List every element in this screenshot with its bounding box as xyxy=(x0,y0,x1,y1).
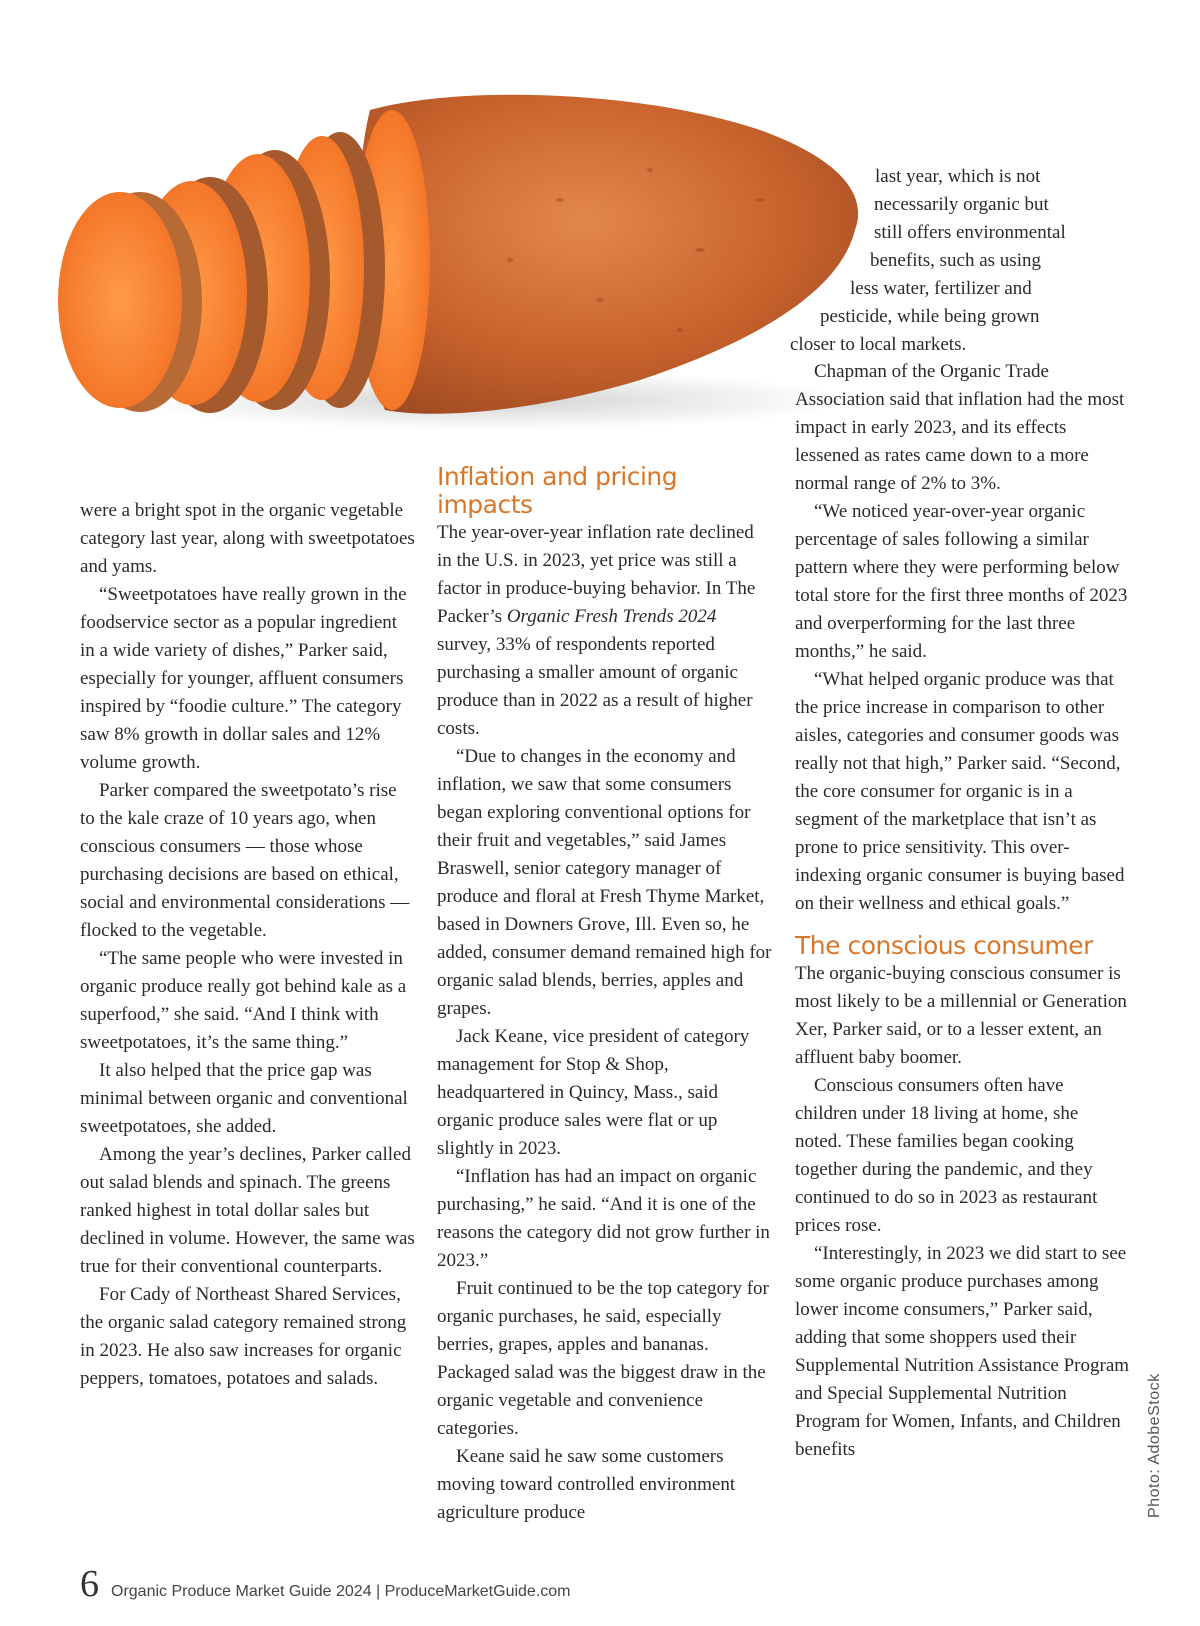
paragraph: The organic-buying conscious consumer is most likely to be a millennial or Generation Xer, Parker said, or to a lesser extent, an affluent baby boomer. xyxy=(795,963,1127,1068)
survey-title: Organic Fresh Trends 2024 xyxy=(506,606,717,627)
section-heading: Inflation and pricing impacts xyxy=(437,462,678,519)
paragraph: “Inflation has had an impact on organic purchasing,” he said. “And it is one of the reasons the category did not grow further in 2023.” xyxy=(437,1166,770,1271)
paragraph: Chapman of the Organic Trade Association said that inflation had the most impact in early 2023, and its effects lessened as rates came down to a more normal range of 2% to 3%. xyxy=(795,361,1125,494)
column-2 xyxy=(437,463,772,1527)
text-line: less water, fertilizer and xyxy=(850,278,1032,299)
footer-text: Organic Produce Market Guide 2024 | ProduceMarketGuide.com xyxy=(111,1583,571,1600)
paragraph: Jack Keane, vice president of category management for Stop & Shop, headquartered in Quincy, Mass., said organic produce sales were flat or up slightly in 2023. xyxy=(437,1026,750,1159)
column-3 xyxy=(795,932,1130,1464)
text-line: benefits, such as using xyxy=(870,250,1041,271)
potato-body xyxy=(358,95,858,414)
paragraph: “Interestingly, in 2023 we did start to see some organic produce purchases among lower income consumers,” Parker said, adding that some shoppers used their Supplemental Nutrition Assistance Program and Special Supplemental Nutrition Program for Women, Infants, and Children benefits xyxy=(795,1243,1130,1460)
paragraph-text: survey, 33% of respondents reported purchasing a smaller amount of organic produce than in 2022 as a result of higher costs. xyxy=(437,634,753,739)
paragraph: were a bright spot in the organic vegetable category last year, along with sweetpotatoes and yams. xyxy=(80,500,415,577)
text-line: necessarily organic but xyxy=(874,194,1049,215)
paragraph: “We noticed year-over-year organic percentage of sales following a similar pattern where they were performing below total store for the first three months of 2023 and overperforming for the last three months,” he said. xyxy=(795,501,1128,662)
photo-credit: Photo: AdobeStock xyxy=(1146,1373,1163,1518)
sweet-potato-photo xyxy=(40,80,870,440)
paragraph: “Due to changes in the economy and inflation, we saw that some consumers began exploring conventional options for their fruit and vegetables,” said James Braswell, senior category manager of produce and floral at Fresh Thyme Market, based in Downers Grove, Ill. Even so, he added, consumer demand remained high for organic salad blends, berries, apples and grapes. xyxy=(437,746,772,1019)
text-line: still offers environmental xyxy=(874,222,1066,243)
paragraph: Parker compared the sweetpotato’s rise to the kale craze of 10 years ago, when conscious consumers — those whose purchasing decisions are based on ethical, social and environmental considerations — flocked to the vegetable. xyxy=(80,780,410,941)
paragraph xyxy=(437,519,772,743)
column-3-top xyxy=(790,163,1130,359)
paragraph: Conscious consumers often have children under 18 living at home, she noted. These families began cooking together during the pandemic, and they continued to do so in 2023 as restaurant prices rose. xyxy=(795,1075,1098,1236)
paragraph: Among the year’s declines, Parker called out salad blends and spinach. The greens ranked highest in total dollar sales but declined in volume. However, the same was true for their conventional counterparts. xyxy=(80,1144,415,1277)
column-1 xyxy=(80,497,416,1393)
text-line: closer to local markets. xyxy=(790,334,967,355)
paragraph: Fruit continued to be the top category for organic purchases, he said, especially berries, grapes, apples and bananas. Packaged salad was the biggest draw in the organic vegetable and convenience categories. xyxy=(437,1278,769,1439)
text-line: last year, which is not xyxy=(875,166,1041,187)
paragraph: “Sweetpotatoes have really grown in the foodservice sector as a popular ingredient in a wide variety of dishes,” Parker said, especially for younger, affluent consumers inspired by “foodie culture.” The category saw 8% growth in dollar sales and 12% volume growth. xyxy=(80,584,407,773)
paragraph: It also helped that the price gap was minimal between organic and conventional sweetpotatoes, she added. xyxy=(80,1060,408,1137)
page-footer xyxy=(80,1562,571,1606)
paragraph: “What helped organic produce was that the price increase in comparison to other aisles, categories and consumer goods was really not that high,” Parker said. “Second, the core consumer for organic is in a segment of the marketplace that isn’t as prone to price sensitivity. This over-indexing organic consumer is buying based on their wellness and ethical goals.” xyxy=(795,669,1125,914)
text-line: pesticide, while being grown xyxy=(820,306,1040,327)
paragraph: For Cady of Northeast Shared Services, the organic salad category remained strong in 2023. He also saw increases for organic peppers, tomatoes, potatoes and salads. xyxy=(80,1284,407,1389)
section-heading: The conscious consumer xyxy=(795,931,1093,960)
column-3-middle xyxy=(795,358,1135,918)
paragraph: “The same people who were invested in organic produce really got behind kale as a superfood,” she said. “And I think with sweetpotatoes, it’s the same thing.” xyxy=(80,948,407,1053)
paragraph-text: The year-over-year inflation rate declined in the U.S. in 2023, yet price was still a factor in produce-buying behavior. In The Packer’s xyxy=(437,522,756,627)
potato-slice-1 xyxy=(58,192,202,412)
page-number: 6 xyxy=(80,1563,99,1605)
paragraph: Keane said he saw some customers moving toward controlled environment agriculture produce xyxy=(437,1446,736,1523)
